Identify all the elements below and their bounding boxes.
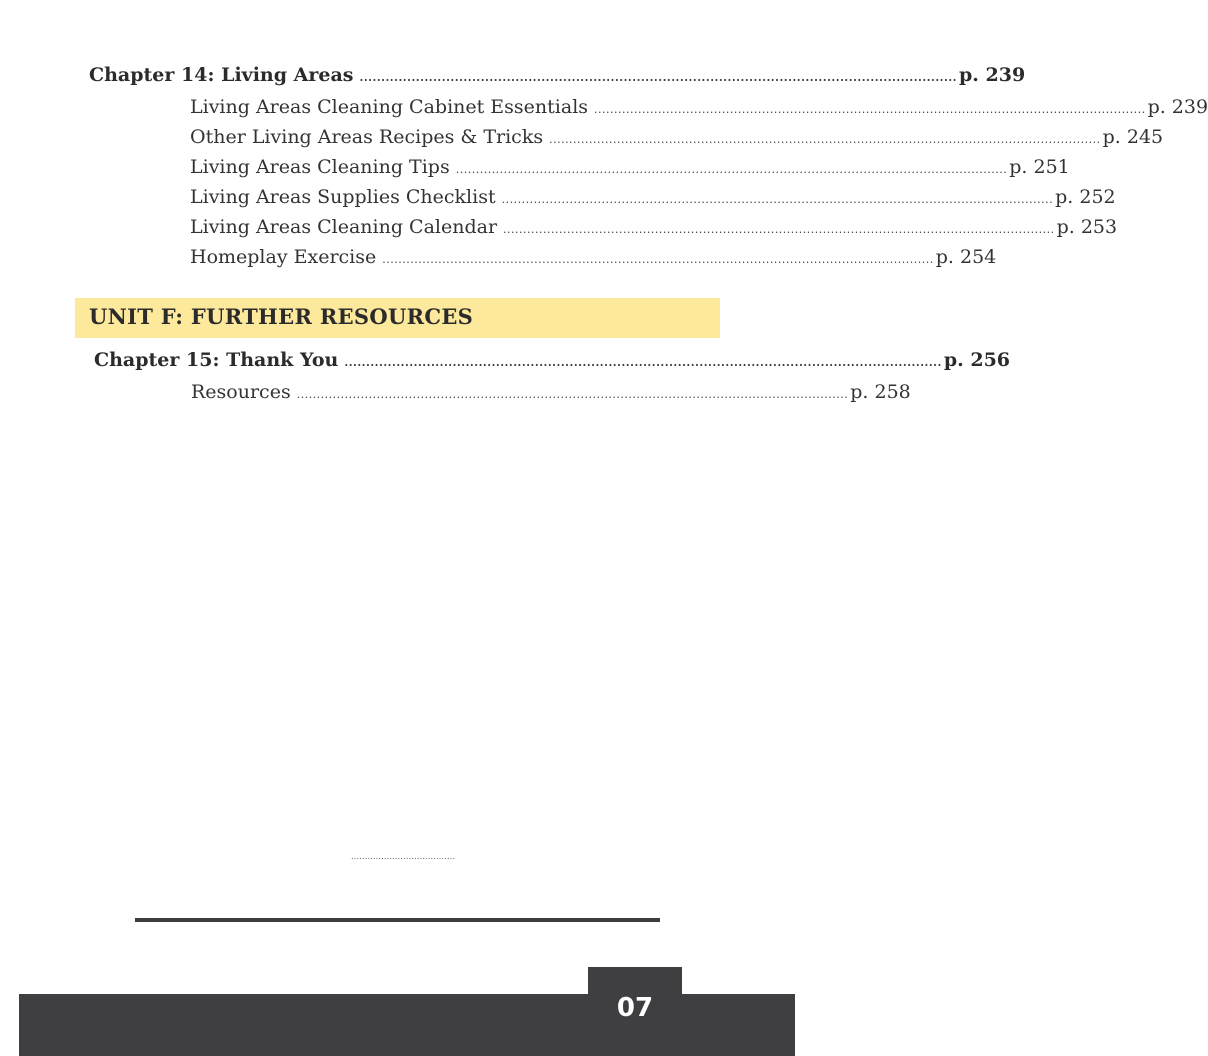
- page-ref: p. 254: [935, 246, 997, 268]
- toc-entry-cleaning-calendar[interactable]: [190, 216, 1118, 238]
- page-ref: p. 256: [943, 349, 1011, 371]
- unit-heading-band: [75, 298, 720, 338]
- dot-leader: ..........................................................................................................................................: [382, 253, 934, 266]
- page-ref: p. 239: [958, 64, 1026, 86]
- toc-chapter-15[interactable]: [94, 349, 1011, 371]
- page-number: 07: [616, 993, 654, 1023]
- page-ref: p. 258: [850, 381, 911, 403]
- page-ref: p. 253: [1056, 216, 1118, 238]
- page-number-tab: [588, 967, 682, 1056]
- toc-entry-supplies-checklist[interactable]: [190, 186, 1116, 208]
- toc-entry-cleaning-tips[interactable]: [190, 156, 1070, 178]
- toc-entry-recipes-tricks[interactable]: [190, 126, 1164, 148]
- dot-leader: ..........................................................................................................................................: [344, 356, 942, 369]
- dot-leader: ..........................................................................................................................................: [594, 103, 1146, 116]
- dot-leader: ..........................................................................................................................................: [455, 163, 1008, 176]
- page-ref: p. 251: [1009, 156, 1070, 178]
- toc-entry-homeplay-exercise[interactable]: [190, 246, 997, 268]
- entry-label: Other Living Areas Recipes & Tricks: [190, 126, 544, 148]
- entry-label: Living Areas Cleaning Calendar: [190, 216, 498, 238]
- toc-entry-cabinet-essentials[interactable]: [190, 96, 1208, 118]
- page-ref: p. 252: [1055, 186, 1116, 208]
- chapter-title: Chapter 14: Living Areas: [89, 64, 354, 86]
- entry-label: Living Areas Cleaning Cabinet Essentials: [190, 96, 589, 118]
- page-ref: p. 245: [1102, 126, 1164, 148]
- toc-entry-resources[interactable]: [191, 381, 911, 403]
- dot-leader: ..........................................................................................................................................: [359, 71, 957, 84]
- unit-title: UNIT F: FURTHER RESOURCES: [89, 304, 474, 329]
- page-ref: p. 239: [1147, 96, 1208, 118]
- dot-leader: ..........................................................................................................................................: [549, 133, 1101, 146]
- entry-label: Living Areas Supplies Checklist: [190, 186, 496, 208]
- stray-dot-leader: ......................................: [351, 852, 456, 861]
- footer-divider: [135, 918, 660, 922]
- toc-chapter-14[interactable]: [89, 64, 1026, 86]
- chapter-title: Chapter 15: Thank You: [94, 349, 339, 371]
- dot-leader: ..........................................................................................................................................: [501, 193, 1054, 206]
- entry-label: Homeplay Exercise: [190, 246, 377, 268]
- dot-leader: ..........................................................................................................................................: [296, 388, 849, 401]
- dot-leader: ..........................................................................................................................................: [503, 223, 1055, 236]
- entry-label: Resources: [191, 381, 291, 403]
- entry-label: Living Areas Cleaning Tips: [190, 156, 450, 178]
